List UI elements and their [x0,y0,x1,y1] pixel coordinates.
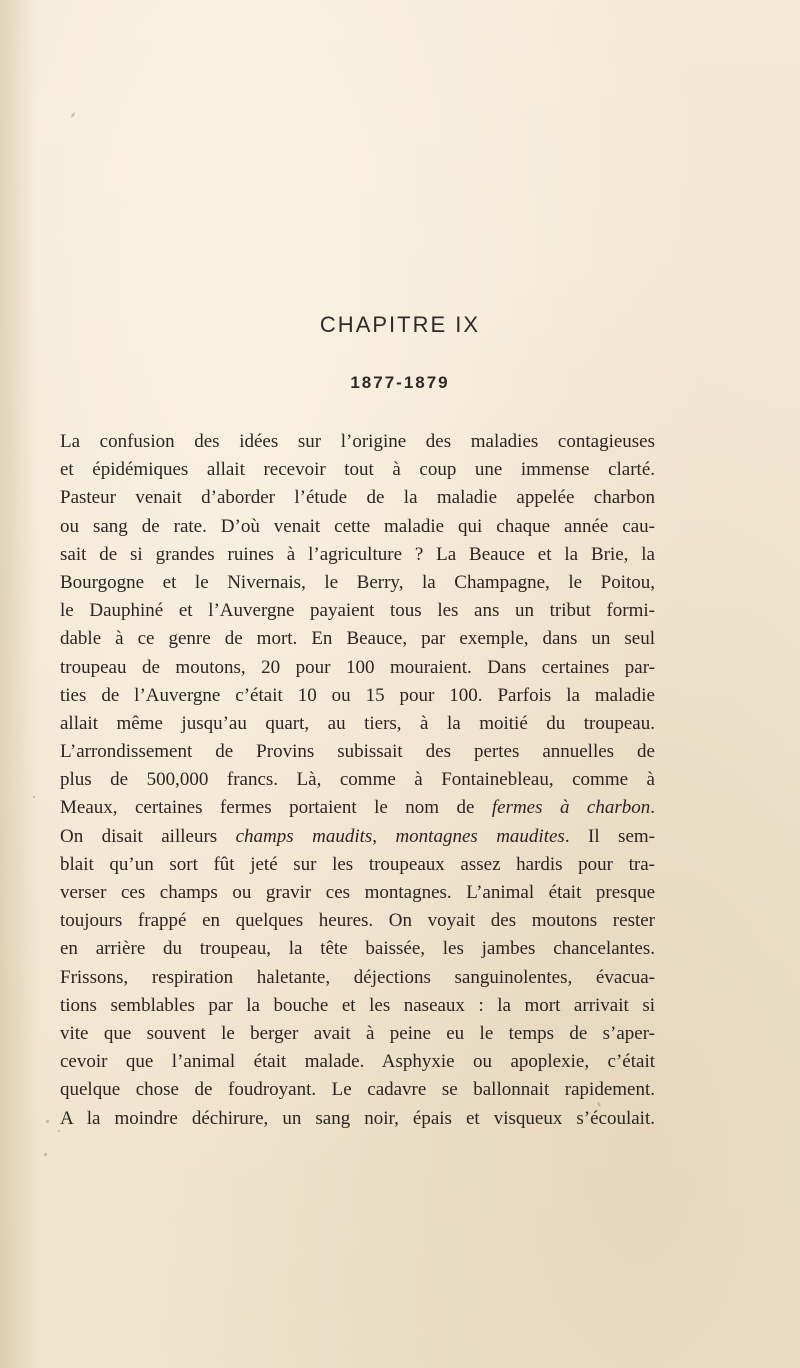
text-line: troupeau de moutons, 20 pour 100 mouraient. Dans certaines par- [60,656,655,678]
chapter-dates: 1877-1879 [350,373,450,392]
paper-speck [44,1153,47,1156]
paper-speck [46,1120,49,1123]
text-line: quelque chose de foudroyant. Le cadavre se ballonnait rapidement. [60,1079,655,1101]
text-line: verser ces champs ou gravir ces montagnes. L’animal était presque [60,882,655,903]
text-line: dable à ce genre de mort. En Beauce, par exemple, dans un seul [60,628,655,650]
text-line: le Dauphiné et l’Auvergne payaient tous les ans un tribut formi- [60,600,655,622]
text-line: plus de 500,000 francs. Là, comme à Fontainebleau, comme à [60,769,655,791]
text-line: et épidémiques allait recevoir tout à coup une immense clarté. [60,459,655,481]
text-line: On disait ailleurs champs maudits, montagnes maudites. Il sem- [60,825,655,847]
text-line: Meaux, certaines fermes portaient le nom de fermes à charbon. [60,797,656,819]
text-line: Bourgogne et le Nivernais, le Berry, la Champagne, le Poitou, [60,571,655,593]
text-line: toujours frappé en quelques heures. On voyait des moutons rester [60,910,655,932]
text-line: Frissons, respiration haletante, déjections sanguinolentes, évacua- [60,966,655,988]
text-line: ou sang de rate. D’où venait cette maladie qui chaque année cau- [60,515,655,537]
text-line: Pasteur venait d’aborder l’étude de la maladie appelée charbon [60,487,655,509]
text-line: A la moindre déchirure, un sang noir, épais et visqueux s’écoulait. [60,1107,655,1129]
italic-phrase: montagnes maudites [395,825,565,847]
chapter-title: CHAPITRE IX [319,312,481,337]
paper-speck [70,112,75,118]
page-gutter-shadow [0,0,38,1368]
text-line: en arrière du troupeau, la tête baissée, les jambes chancelantes. [60,938,655,960]
text-line: sait de si grandes ruines à l’agriculture ? La Beauce et la Brie, la [60,543,655,565]
paper-speck [33,796,35,798]
text-line: vite que souvent le berger avait à peine eu le temps de s’aper- [60,1022,655,1044]
body-paragraph [60,428,655,1133]
text-line: blait qu’un sort fût jeté sur les troupeaux assez hardis pour tra- [60,853,655,875]
italic-phrase: champs maudits [235,825,373,847]
text-line: La confusion des idées sur l’origine des maladies contagieuses [60,431,655,452]
text-line: allait même jusqu’au quart, au tiers, à la moitié du troupeau. [60,712,655,734]
italic-phrase: fermes à charbon [491,797,651,819]
text-line: L’arrondissement de Provins subissait des pertes annuelles de [60,741,655,763]
text-line: ties de l’Auvergne c’était 10 ou 15 pour 100. Parfois la maladie [60,684,655,706]
text-line: cevoir que l’animal était malade. Asphyxie ou apoplexie, c’était [60,1051,655,1073]
text-line: tions semblables par la bouche et les naseaux : la mort arrivait si [60,994,655,1016]
